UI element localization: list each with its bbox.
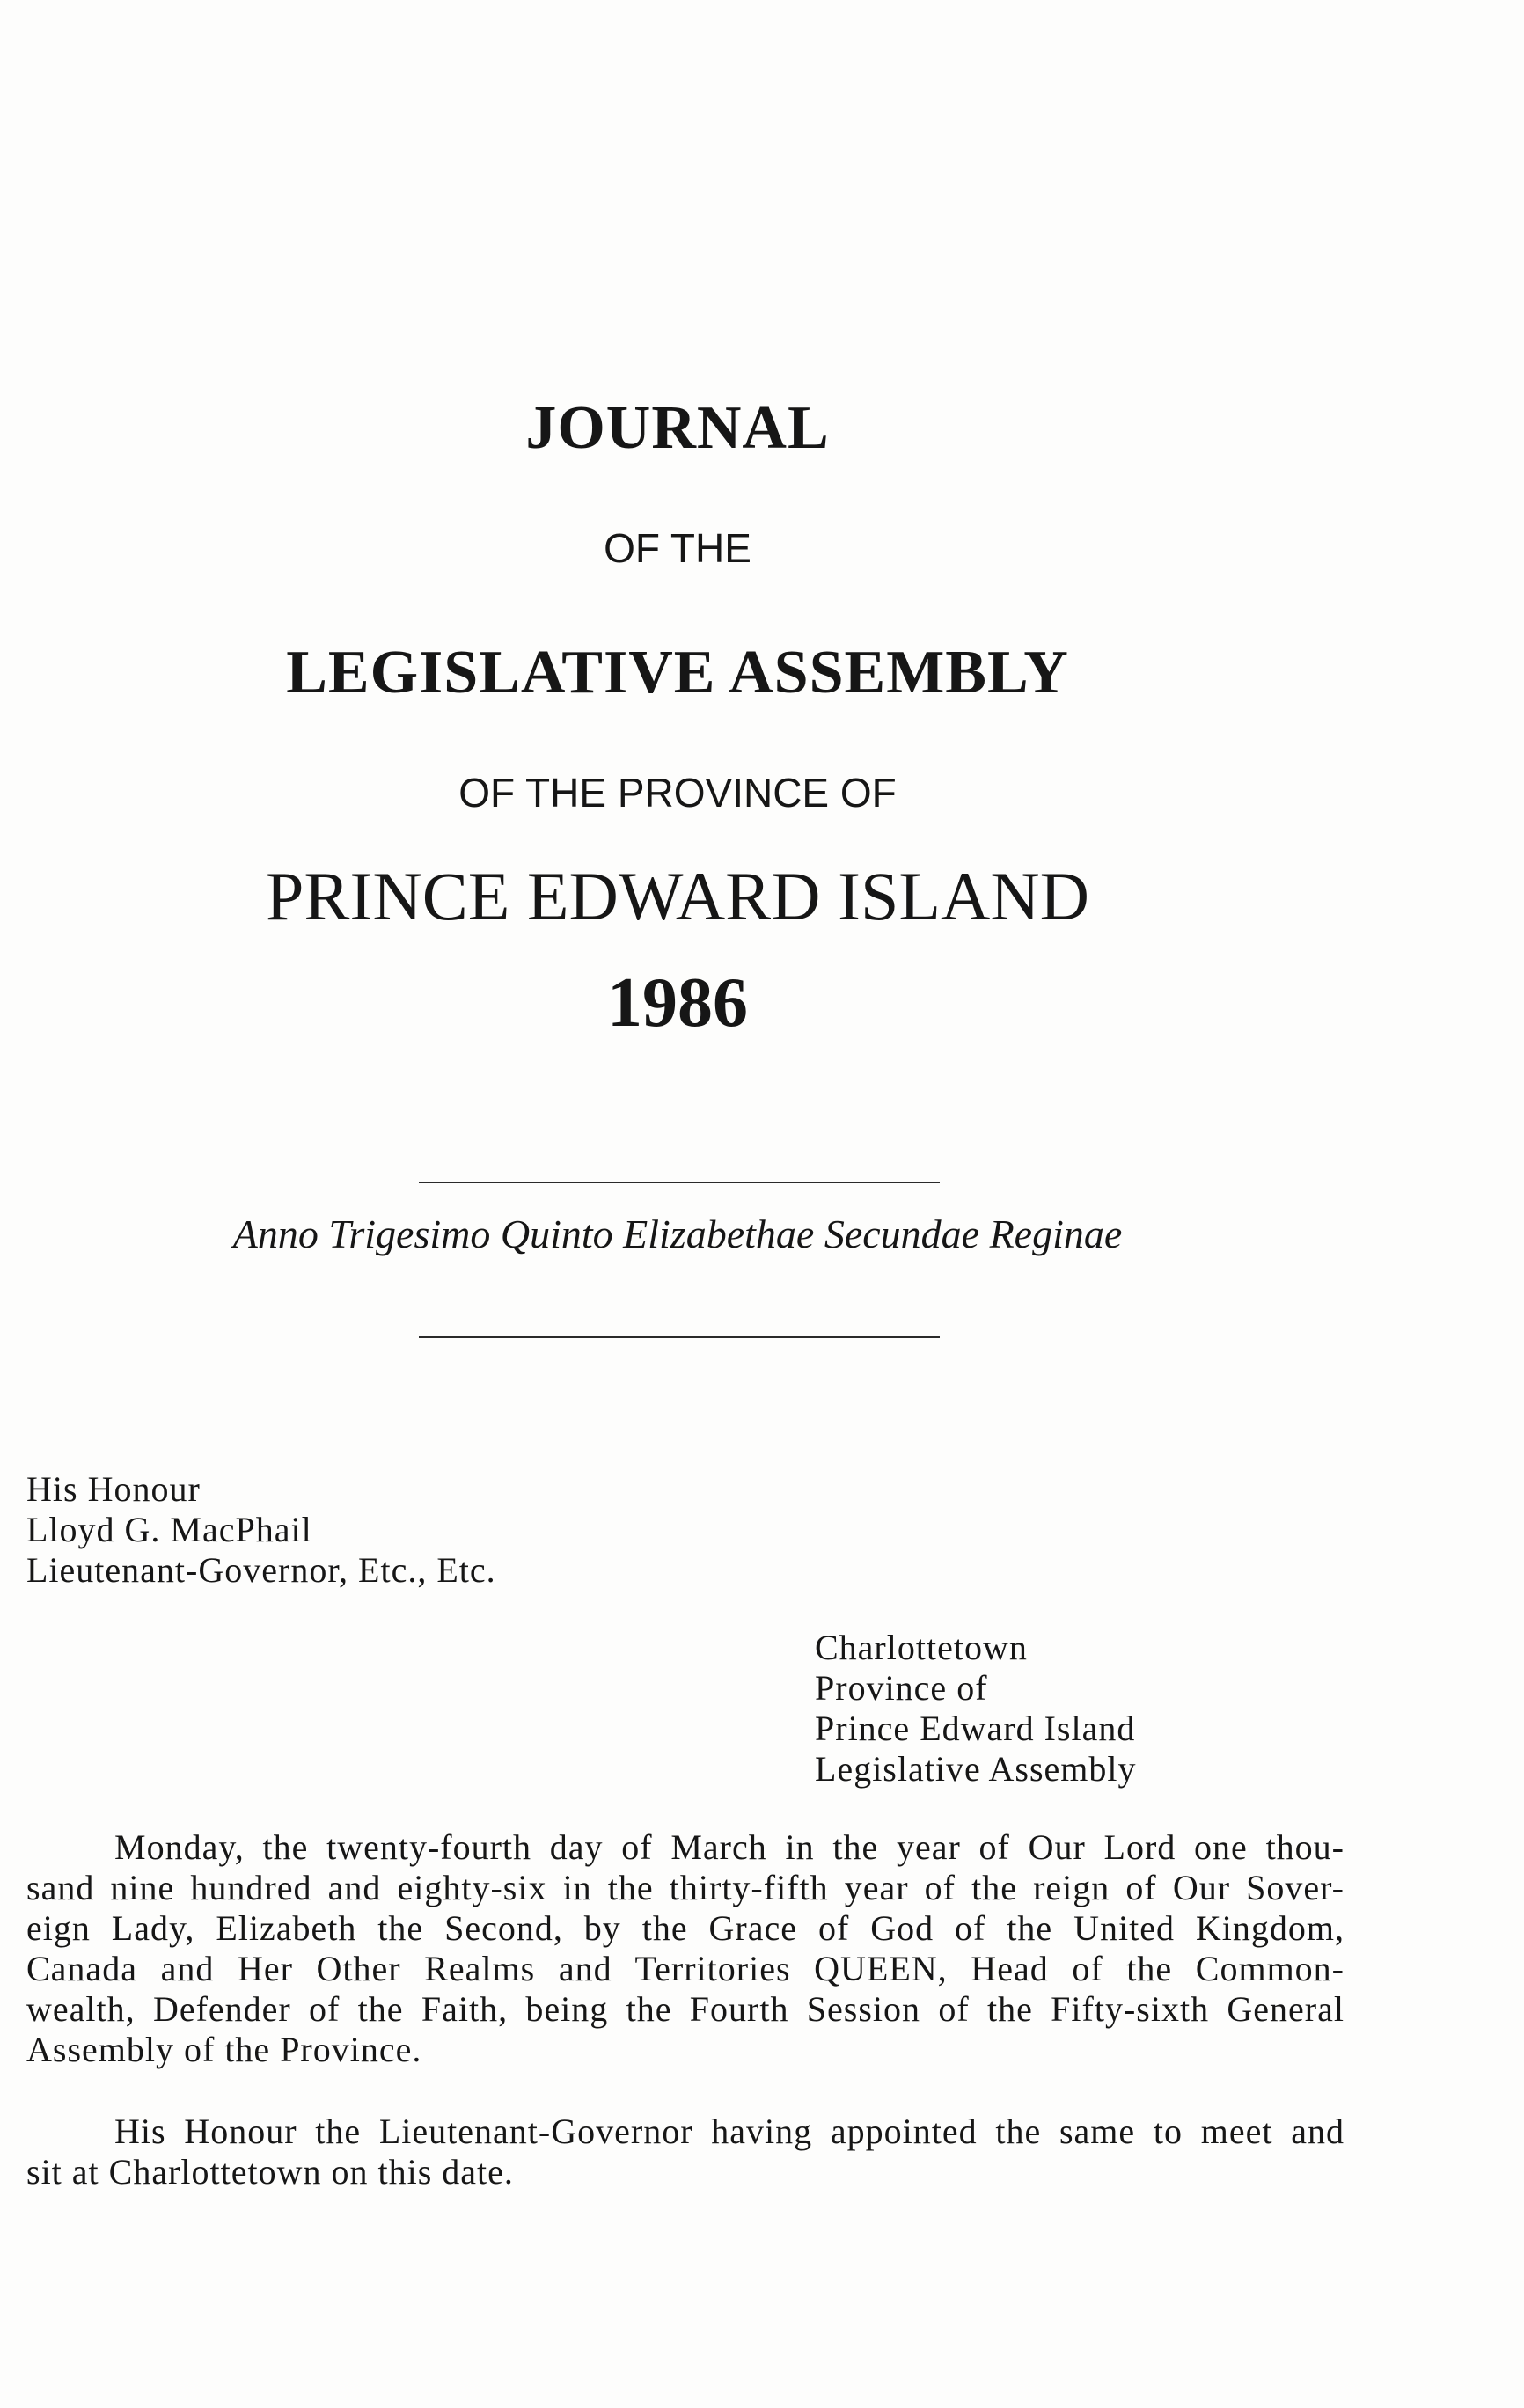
place-block: [815, 1628, 1137, 1790]
paragraph-line: sit at Charlottetown on this date.: [26, 2152, 514, 2192]
legislative-assembly-heading: LEGISLATIVE ASSEMBLY: [286, 639, 1069, 706]
opening-paragraph: [26, 1827, 1344, 2070]
of-the-label: OF THE: [604, 525, 751, 571]
bottom-divider: [419, 1336, 940, 1338]
paragraph-line: sand nine hundred and eighty-six in the thirty-fifth year of the reign of Our Sover-: [26, 1868, 1344, 1907]
paragraph-line: Monday, the twenty-fourth day of March in the year of Our Lord one thou-: [114, 1827, 1344, 1867]
place-province: Prince Edward Island: [815, 1709, 1136, 1748]
addressee-name: Lloyd G. MacPhail: [26, 1510, 312, 1549]
journal-title: JOURNAL: [525, 394, 830, 462]
province-name: PRINCE EDWARD ISLAND: [266, 858, 1089, 934]
place-assembly: Legislative Assembly: [815, 1749, 1137, 1789]
of-the-province-label: OF THE PROVINCE OF: [458, 770, 897, 816]
paragraph-line: eign Lady, Elizabeth the Second, by the Grace of God of the United Kingdom,: [26, 1908, 1344, 1948]
top-divider: [419, 1182, 940, 1183]
place-city: Charlottetown: [815, 1628, 1028, 1667]
paragraph-line: Assembly of the Province.: [26, 2030, 422, 2069]
session-year: 1986: [607, 964, 748, 1042]
regnal-year-line: Anno Trigesimo Quinto Elizabethae Secundae Reginae: [232, 1211, 1123, 1256]
place-province-of: Province of: [815, 1668, 988, 1708]
addressee-block: [26, 1469, 496, 1591]
addressee-office: Lieutenant-Governor, Etc., Etc.: [26, 1550, 496, 1590]
paragraph-line: His Honour the Lieutenant-Governor having appointed the same to meet and: [114, 2112, 1344, 2151]
paragraph-line: wealth, Defender of the Faith, being the Fourth Session of the Fifty-sixth General: [26, 1989, 1344, 2029]
addressee-title: His Honour: [26, 1469, 201, 1509]
appointment-paragraph: [26, 2112, 1344, 2192]
paragraph-line: Canada and Her Other Realms and Territories QUEEN, Head of the Common-: [26, 1949, 1344, 1988]
